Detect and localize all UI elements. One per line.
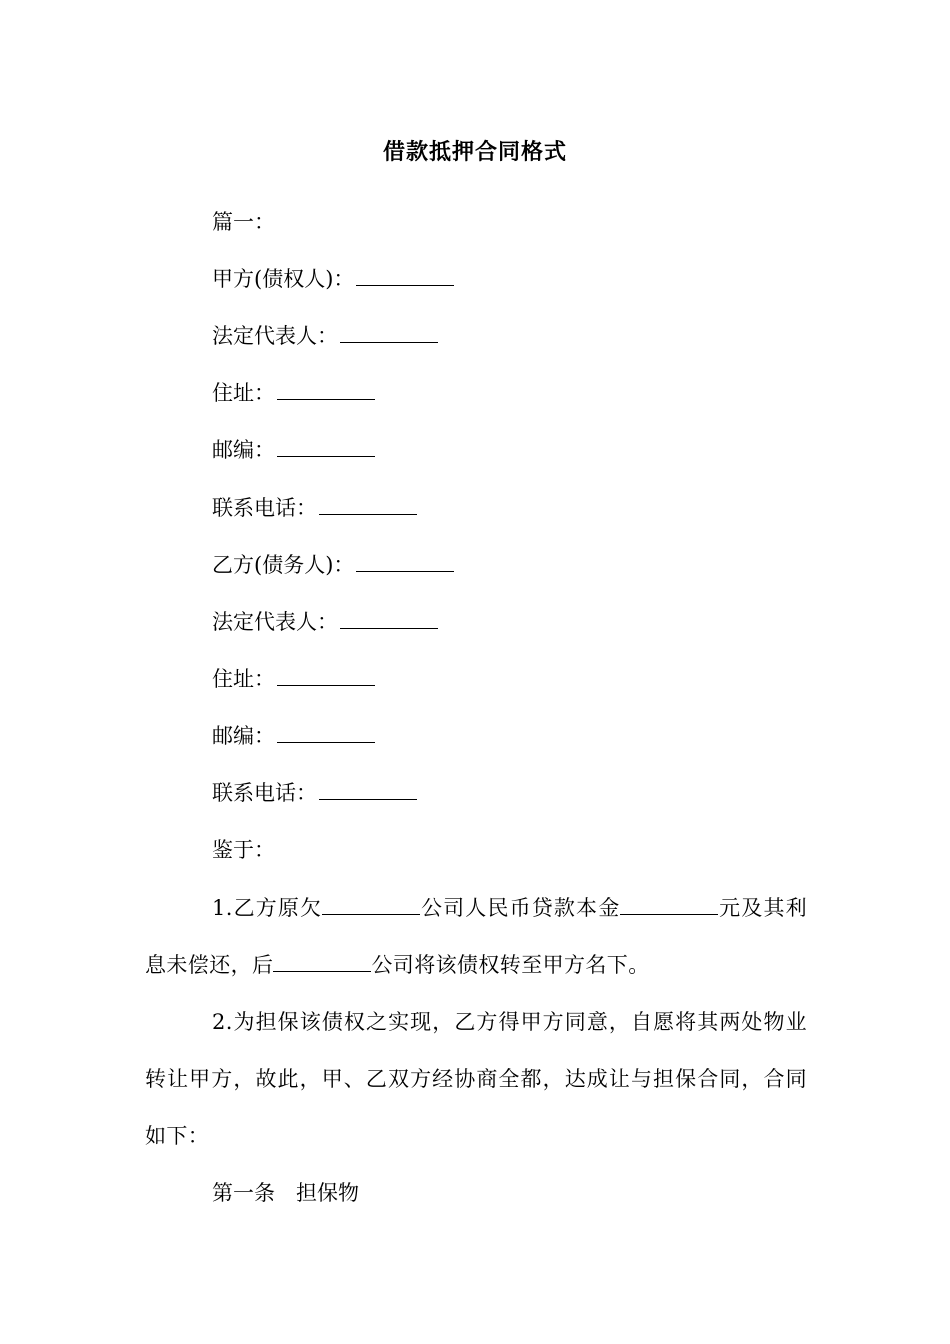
party-a-phone-label: 联系电话： <box>212 496 317 520</box>
party-b-rep-label: 法定代表人： <box>212 610 338 634</box>
article-1-heading: 第一条 担保物 <box>212 1181 359 1205</box>
clause-1-part-1: 1.乙方原欠 <box>212 896 323 920</box>
party-a-postcode-blank <box>277 438 375 457</box>
party-a-title-label: 甲方(债权人)： <box>212 267 355 291</box>
clause-1-blank-3 <box>273 953 371 972</box>
whereas-heading: 鉴于： <box>212 838 275 862</box>
party-b-address-row <box>212 662 375 696</box>
party-b-postcode-blank <box>277 724 375 743</box>
clause-2-paragraph: 2.为担保该债权之实现，乙方得甲方同意，自愿将其两处物业转让甲方，故此，甲、乙双方经协商全都，达成让与担保合同，合同如下： <box>145 1010 807 1148</box>
party-a-address-row <box>212 376 375 410</box>
party-b-address-blank <box>277 667 375 686</box>
clause-1-part-2: 公司人民币贷款本金 <box>420 896 621 920</box>
party-a-phone-row <box>212 491 417 525</box>
clause-1-paragraph <box>145 880 807 994</box>
party-a-postcode-label: 邮编： <box>212 438 275 462</box>
party-b-phone-label: 联系电话： <box>212 781 317 805</box>
party-b-rep-blank <box>340 610 438 629</box>
party-b-rep-row <box>212 605 438 639</box>
party-a-title-row <box>212 262 454 296</box>
party-b-title-blank <box>356 553 454 572</box>
party-b-postcode-row <box>212 719 375 753</box>
party-a-postcode-row <box>212 433 375 467</box>
party-b-address-label: 住址： <box>212 667 275 691</box>
section-heading: 篇一： <box>212 210 275 234</box>
party-a-address-blank <box>277 381 375 400</box>
party-b-phone-blank <box>319 781 417 800</box>
clause-1-part-4: 公司将该债权转至甲方名下。 <box>371 953 650 977</box>
party-a-rep-blank <box>340 324 438 343</box>
clause-1-part-3: 元及其利息未偿还，后 <box>145 896 807 977</box>
party-b-title-row <box>212 548 454 582</box>
party-a-rep-label: 法定代表人： <box>212 324 338 348</box>
party-a-rep-row <box>212 319 438 353</box>
party-b-title-label: 乙方(债务人)： <box>212 553 355 577</box>
party-b-phone-row <box>212 776 417 810</box>
party-a-address-label: 住址： <box>212 381 275 405</box>
clause-1-blank-1 <box>322 896 420 915</box>
party-b-postcode-label: 邮编： <box>212 724 275 748</box>
party-a-phone-blank <box>319 496 417 515</box>
party-a-title-blank <box>356 267 454 286</box>
document-title: 借款抵押合同格式 <box>382 139 567 165</box>
clause-1-blank-2 <box>620 896 718 915</box>
